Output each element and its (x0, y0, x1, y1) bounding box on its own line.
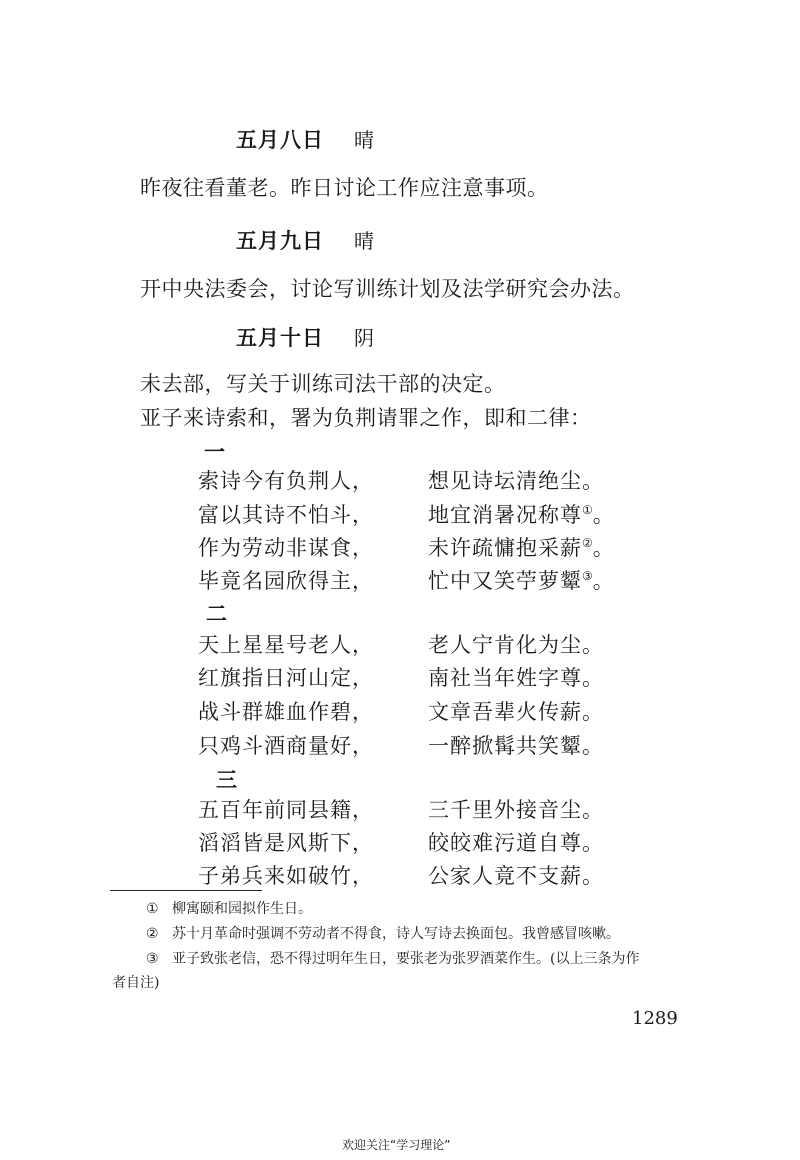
poem-line-right: 老人宁肯化为尘。 (428, 633, 604, 657)
poem-line-right: 想见诗坛清绝尘。 (428, 469, 604, 493)
poem-line-left: 子弟兵来如破竹， (198, 864, 374, 888)
poem-line-text: 忙中又笑苧萝颦 (428, 569, 582, 593)
poem-line-right: 皎皎难污道自尊。 (428, 831, 604, 855)
entry-text: 未去部，写关于训练司法干部的决定。 (140, 372, 506, 396)
entry-date-heading (236, 225, 375, 255)
poem-line-left: 富以其诗不怕斗， (198, 503, 374, 527)
footnote-ref: ① (582, 503, 593, 517)
entry-weather: 晴 (354, 128, 375, 152)
footnote-mark: ② (146, 926, 159, 942)
page-footer: 欢迎关注“学习理论” (342, 1138, 451, 1152)
poem-line-left: 战斗群雄血作碧， (198, 700, 374, 724)
entry-date-heading (236, 322, 375, 352)
poem-number: 一 (204, 440, 225, 464)
footnote-continuation: 者自注) (112, 975, 160, 991)
poem-line-text: 地宜消暑况称尊 (428, 503, 582, 527)
entry-date: 五月十日 (236, 326, 324, 350)
poem-line-left: 只鸡斗酒商量好， (198, 734, 374, 758)
poem-line-text: 未许疏慵抱采薪 (428, 536, 582, 560)
footnote-text: 亚子致张老信，恐不得过明年生日，要张老为张罗酒菜作生。(以上三条为作 (172, 951, 640, 967)
entry-date: 五月九日 (236, 229, 324, 253)
poem-line-right: 公家人竟不支薪。 (428, 864, 604, 888)
footnote (146, 898, 312, 918)
poem-line-left: 滔滔皆是风斯下， (198, 831, 374, 855)
entry-text: 昨夜往看董老。昨日讨论工作应注意事项。 (140, 176, 549, 200)
poem-number: 二 (206, 602, 227, 626)
poem-number: 三 (216, 768, 237, 792)
footnote-divider (110, 890, 262, 891)
entry-weather: 晴 (354, 229, 375, 253)
poem-line-left: 索诗今有负荆人， (198, 469, 374, 493)
poem-line-left: 五百年前同县籍， (198, 798, 374, 822)
poem-line-end: 。 (592, 503, 615, 527)
poem-line-right (428, 532, 615, 562)
poem-line-right (428, 565, 615, 595)
poem-line-left: 天上星星号老人， (198, 633, 374, 657)
footnote-text: 柳寓颐和园拟作生日。 (172, 901, 312, 917)
entry-date-heading (236, 124, 375, 154)
poem-line-right: 三千里外接音尘。 (428, 798, 604, 822)
poem-line-left: 红旗指日河山定， (198, 666, 374, 690)
entry-text: 亚子来诗索和，署为负荆请罪之作，即和二律： (140, 406, 592, 430)
footnote (146, 948, 639, 968)
poem-line-end: 。 (592, 569, 615, 593)
entry-text: 开中央法委会，讨论写训练计划及法学研究会办法。 (140, 277, 635, 301)
footnote-mark: ① (146, 901, 159, 917)
footnote-mark: ③ (146, 951, 159, 967)
page-number: 1289 (632, 1008, 678, 1029)
poem-line-left: 毕竟名园欣得主， (198, 569, 374, 593)
footnote-text: 苏十月革命时强调不劳动者不得食，诗人写诗去换面包。我曾感冒咳嗽。 (172, 926, 620, 942)
entry-date: 五月八日 (236, 128, 324, 152)
poem-line-right: 南社当年姓字尊。 (428, 666, 604, 690)
footnote-ref: ② (582, 536, 593, 550)
poem-line-end: 。 (592, 536, 615, 560)
footnote-ref: ③ (582, 569, 593, 583)
entry-weather: 阴 (354, 326, 375, 350)
poem-line-right (428, 499, 615, 529)
poem-line-right: 一醉掀髯共笑颦。 (428, 734, 604, 758)
footnote (146, 923, 620, 943)
poem-line-left: 作为劳动非谋食， (198, 536, 374, 560)
poem-line-right: 文章吾辈火传薪。 (428, 700, 604, 724)
